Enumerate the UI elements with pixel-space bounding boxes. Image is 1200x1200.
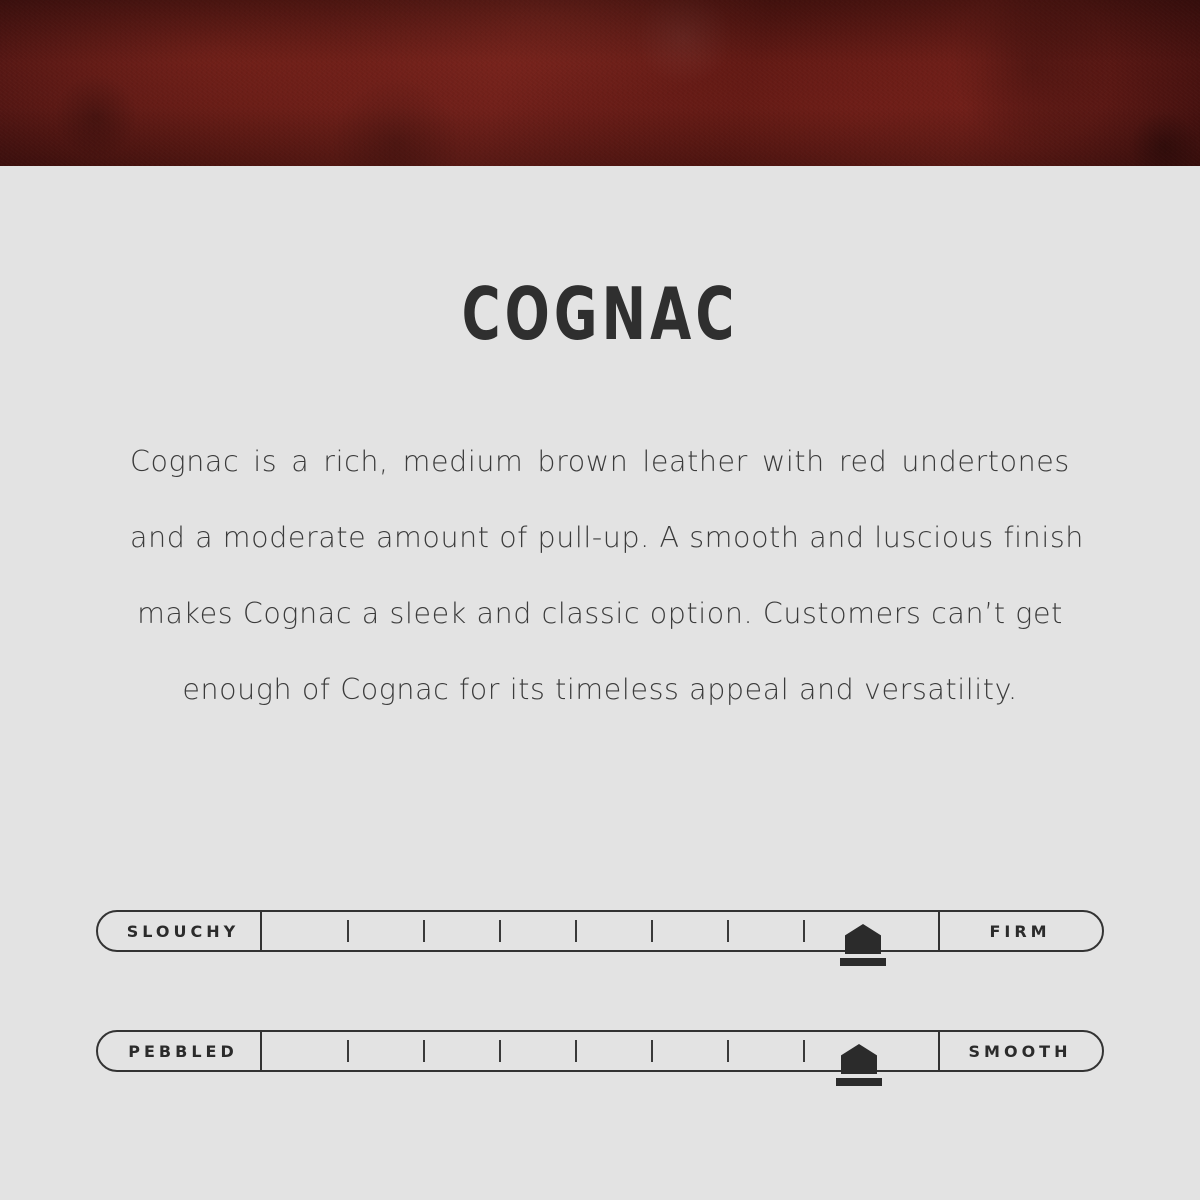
structure-scale-ticks — [262, 912, 938, 950]
tick — [575, 920, 577, 942]
word: medium — [402, 445, 524, 478]
marker-pin-icon — [845, 924, 881, 954]
attribute-scales — [96, 910, 1104, 1150]
cognac-leather-swatch — [0, 0, 1200, 166]
tick — [347, 920, 349, 942]
tick — [499, 1040, 501, 1062]
structure-scale-right-label: FIRM — [938, 912, 1102, 950]
tick — [499, 920, 501, 942]
tick — [727, 920, 729, 942]
word: red — [838, 445, 888, 478]
page-title: COGNAC — [461, 272, 739, 356]
word: Cognac — [130, 445, 240, 478]
marker-pin-icon — [841, 1044, 877, 1074]
word: is — [253, 445, 278, 478]
word: rich, — [323, 445, 389, 478]
marker-base-bar — [840, 958, 886, 966]
description-line-2: and a moderate amount of pull-up. A smooth and luscious finish — [130, 521, 1084, 554]
tick — [651, 1040, 653, 1062]
texture-scale-right-label: SMOOTH — [938, 1032, 1102, 1070]
texture-scale-left-label: PEBBLED — [98, 1032, 262, 1070]
description-text — [130, 424, 1084, 728]
tick — [347, 1040, 349, 1062]
description-line-3: makes Cognac a sleek and classic option. Customers can’t get — [137, 597, 1063, 630]
texture-scale-marker[interactable] — [836, 1044, 882, 1096]
marker-base-bar — [836, 1078, 882, 1086]
texture-scale[interactable] — [96, 1030, 1104, 1072]
structure-scale[interactable] — [96, 910, 1104, 952]
word: a — [291, 445, 310, 478]
tick — [423, 1040, 425, 1062]
word: undertones — [901, 445, 1070, 478]
leather-shading-overlay — [0, 0, 1200, 166]
tick — [803, 1040, 805, 1062]
description-line-4: enough of Cognac for its timeless appeal and versatility. — [182, 673, 1018, 706]
word: leather — [642, 445, 748, 478]
tick — [651, 920, 653, 942]
tick — [727, 1040, 729, 1062]
structure-scale-marker[interactable] — [840, 924, 886, 976]
tick — [803, 920, 805, 942]
word: brown — [537, 445, 629, 478]
word: with — [761, 445, 825, 478]
description-line-1 — [130, 424, 1070, 500]
structure-scale-left-label: SLOUCHY — [98, 912, 262, 950]
tick — [423, 920, 425, 942]
tick — [575, 1040, 577, 1062]
